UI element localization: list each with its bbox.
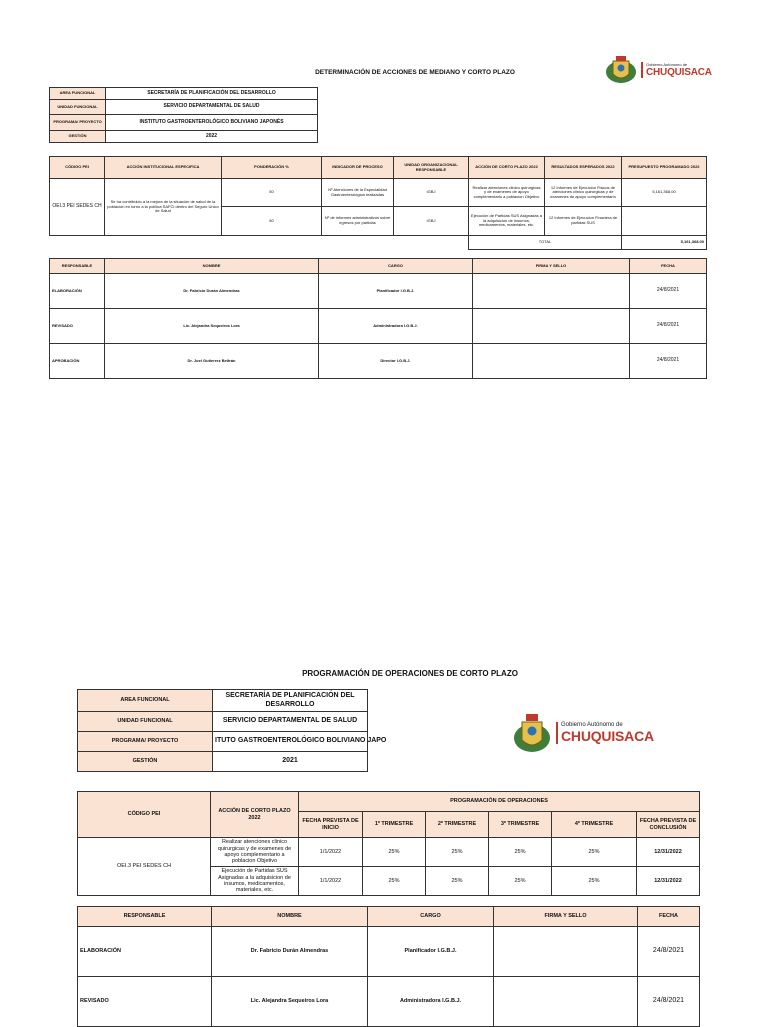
signature-cell bbox=[494, 977, 638, 1027]
page-title: DETERMINACIÓN DE ACCIONES DE MEDIANO Y CORTO PLAZO bbox=[315, 69, 515, 76]
col-header: INDICADOR DE PROCESO bbox=[322, 157, 394, 179]
col-header: RESPONSABLE bbox=[50, 259, 105, 274]
info-label: UNIDAD FUNCIONAL bbox=[78, 712, 213, 732]
col-header: ACCIÓN DE CORTO PLAZO 2022 bbox=[469, 157, 545, 179]
info-label: PROGRAMA/ PROYECTO bbox=[50, 115, 106, 131]
institutional-action: Se ha contribuido a la mejora de la situación de salud de la población en torno a la política SAFCI dentro del Seguro Unico de Salud bbox=[105, 179, 222, 236]
quarter-cell: 25% bbox=[552, 838, 637, 867]
col-header: RESPONSABLE bbox=[78, 907, 212, 927]
col-header: ACCIÓN INSTITUCIONAL ESPECIFICA bbox=[105, 157, 222, 179]
logo-subtitle: Gobierno Autónomo de bbox=[646, 62, 688, 67]
info-value: INSTITUTO GASTROENTEROLÓGICO BOLIVIANO JAPONÉS bbox=[106, 115, 318, 131]
position-cell: Administradora I.G.B.J. bbox=[319, 309, 473, 344]
budget-cell bbox=[622, 207, 707, 236]
col-header: NOMBRE bbox=[212, 907, 368, 927]
indicator-cell: Nº Atenciones de la Especialidad Gastroenterológica realizadas bbox=[322, 179, 394, 207]
total-value: 5,161,368.00 bbox=[622, 236, 707, 250]
action-cell: Realizar atenciones clinico quirurgicas y de examenes de apoyo complementario a poblacion Objetivo bbox=[469, 179, 545, 207]
coat-of-arms-icon bbox=[604, 53, 638, 87]
date-cell: 24/8/2021 bbox=[638, 927, 700, 977]
position-cell: Administradora I.G.B.J. bbox=[368, 977, 494, 1027]
col-header: CÓDIGO PEI bbox=[78, 792, 211, 838]
info-table bbox=[49, 87, 318, 143]
info-table bbox=[77, 689, 387, 772]
responsable-cell: APROBACIÓN bbox=[50, 344, 105, 379]
col-header: FECHA PREVISTA DE CONCLUSIÓN bbox=[637, 812, 700, 838]
name-cell: Dr. Fabricio Durán Almendras bbox=[105, 274, 319, 309]
date-cell: 24/8/2021 bbox=[630, 309, 707, 344]
name-cell: Dr. Joel Gutierrez Beltrán bbox=[105, 344, 319, 379]
info-value: 2021 bbox=[213, 752, 368, 772]
info-label: UNIDAD FUNCIONAL bbox=[50, 100, 106, 115]
info-value: SECRETARÍA DE PLANIFICACIÓN DEL DESARROLLO bbox=[213, 690, 368, 712]
col-header: RESULTADOS ESPERADOS 2022 bbox=[545, 157, 622, 179]
col-header: FIRMA Y SELLO bbox=[473, 259, 630, 274]
col-header: 2º TRIMESTRE bbox=[426, 812, 489, 838]
indicator-cell: Nº de informes administrativos sobre egresos por partidas bbox=[322, 207, 394, 236]
name-cell: Lic. Alejandra Sequeiros Lora bbox=[212, 977, 368, 1027]
unit-cell: IGBJ bbox=[394, 207, 469, 236]
info-label: GESTIÓN bbox=[50, 131, 106, 143]
coat-of-arms-icon bbox=[512, 710, 552, 756]
responsable-cell: REVISADO bbox=[50, 309, 105, 344]
table-row bbox=[50, 344, 707, 379]
logo-name: CHUQUISACA bbox=[561, 728, 654, 744]
date-cell: 24/8/2021 bbox=[638, 977, 700, 1027]
info-value: SERVICIO DEPARTAMENTAL DE SALUD bbox=[106, 100, 318, 115]
signature-table bbox=[77, 906, 700, 1027]
responsable-cell: REVISADO bbox=[78, 977, 212, 1027]
action-cell: Ejecución de Partidas SUS Asignadas a la adquisicion de insumos, medicamentos, materiales, etc. bbox=[469, 207, 545, 236]
info-value: 2022 bbox=[106, 131, 318, 143]
table-row bbox=[50, 179, 707, 207]
col-header: ACCIÓN DE CORTO PLAZO 2022 bbox=[211, 792, 299, 838]
pei-code: OEI.3 PEI SEDES CH bbox=[50, 179, 105, 236]
quarter-cell: 25% bbox=[426, 867, 489, 896]
col-header: CARGO bbox=[368, 907, 494, 927]
result-cell: 12 Informes de Ejecución Fisicos de atenciones clinico quirurgicas y de examenes de apoyo complementario bbox=[545, 179, 622, 207]
quarter-cell: 25% bbox=[426, 838, 489, 867]
date-cell: 24/8/2021 bbox=[630, 344, 707, 379]
start-date-cell: 1/1/2022 bbox=[299, 838, 363, 867]
quarter-cell: 25% bbox=[363, 867, 426, 896]
signature-cell bbox=[473, 309, 630, 344]
position-cell: Planificador I.G.B.J. bbox=[368, 927, 494, 977]
col-header: CÓDIGO PEI bbox=[50, 157, 105, 179]
signature-cell bbox=[494, 927, 638, 977]
table-row bbox=[78, 977, 700, 1027]
end-date-cell: 12/31/2022 bbox=[637, 867, 700, 896]
col-header: PONDERACIÓN % bbox=[222, 157, 322, 179]
signature-cell bbox=[473, 344, 630, 379]
name-cell: Dr. Fabricio Durán Almendras bbox=[212, 927, 368, 977]
table-row bbox=[78, 927, 700, 977]
col-header: CARGO bbox=[319, 259, 473, 274]
total-label: TOTAL bbox=[469, 236, 622, 250]
col-header: 1º TRIMESTRE bbox=[363, 812, 426, 838]
budget-cell: 5,161,368.00 bbox=[622, 179, 707, 207]
responsable-cell: ELABORACIÓN bbox=[78, 927, 212, 977]
gobierno-logo bbox=[604, 53, 712, 87]
weighting-cell: 50 bbox=[222, 179, 322, 207]
info-label: GESTIÓN bbox=[78, 752, 213, 772]
date-cell: 24/8/2021 bbox=[630, 274, 707, 309]
col-header: FECHA bbox=[630, 259, 707, 274]
quarter-cell: 25% bbox=[489, 838, 552, 867]
actions-table bbox=[49, 156, 707, 250]
end-date-cell: 12/31/2022 bbox=[637, 838, 700, 867]
action-cell: Realizar atenciones clinico quirurgicas y de examenes de apoyo complementario a poblacion Objetivo bbox=[211, 838, 299, 867]
pei-code: OEI.3 PEI SEDES CH bbox=[78, 838, 211, 896]
signature-table bbox=[49, 258, 707, 379]
col-header: 4º TRIMESTRE bbox=[552, 812, 637, 838]
result-cell: 12 Informes de Ejecucion Finaciera de partidas SUS bbox=[545, 207, 622, 236]
group-header: PROGRAMACIÓN DE OPERACIONES bbox=[299, 792, 700, 812]
quarter-cell: 25% bbox=[552, 867, 637, 896]
section-title: PROGRAMACIÓN DE OPERACIONES DE CORTO PLAZO bbox=[302, 669, 518, 678]
quarter-cell: 25% bbox=[363, 838, 426, 867]
col-header: FIRMA Y SELLO bbox=[494, 907, 638, 927]
action-cell: Ejecución de Partidas SUS Asignadas a la adquisicion de insumos, medicamentos, materiales, etc. bbox=[211, 867, 299, 896]
col-header: 3º TRIMESTRE bbox=[489, 812, 552, 838]
table-row bbox=[50, 309, 707, 344]
start-date-cell: 1/1/2022 bbox=[299, 867, 363, 896]
position-cell: Planificador I.G.B.J. bbox=[319, 274, 473, 309]
table-row bbox=[78, 838, 700, 867]
col-header: NOMBRE bbox=[105, 259, 319, 274]
logo-name: CHUQUISACA bbox=[646, 67, 712, 78]
col-header: FECHA PREVISTA DE INICIO bbox=[299, 812, 363, 838]
table-row bbox=[50, 274, 707, 309]
gobierno-logo bbox=[512, 710, 654, 756]
position-cell: Director I.G.B.J. bbox=[319, 344, 473, 379]
info-label: AREA FUNCIONAL bbox=[78, 690, 213, 712]
col-header: PRESUPUESTO PROGRAMADO 2022 bbox=[622, 157, 707, 179]
info-label: AREA FUNCIONAL bbox=[50, 88, 106, 100]
info-value: ITUTO GASTROENTEROLÓGICO BOLIVIANO JAPO bbox=[213, 732, 368, 752]
info-label: PROGRAMA/ PROYECTO bbox=[78, 732, 213, 752]
col-header: UNIDAD ORGANIZACIONAL RESPONSABLE bbox=[394, 157, 469, 179]
col-header: FECHA bbox=[638, 907, 700, 927]
weighting-cell: 50 bbox=[222, 207, 322, 236]
logo-subtitle: Gobierno Autónomo de bbox=[561, 722, 623, 728]
responsable-cell: ELABORACIÓN bbox=[50, 274, 105, 309]
quarter-cell: 25% bbox=[489, 867, 552, 896]
info-value: SERVICIO DEPARTAMENTAL DE SALUD bbox=[213, 712, 368, 732]
unit-cell: IGBJ bbox=[394, 179, 469, 207]
info-value: SECRETARÍA DE PLANIFICACIÓN DEL DESARROLLO bbox=[106, 88, 318, 100]
signature-cell bbox=[473, 274, 630, 309]
operations-table bbox=[77, 791, 700, 896]
name-cell: Lic. Alejandra Sequeiros Lora bbox=[105, 309, 319, 344]
